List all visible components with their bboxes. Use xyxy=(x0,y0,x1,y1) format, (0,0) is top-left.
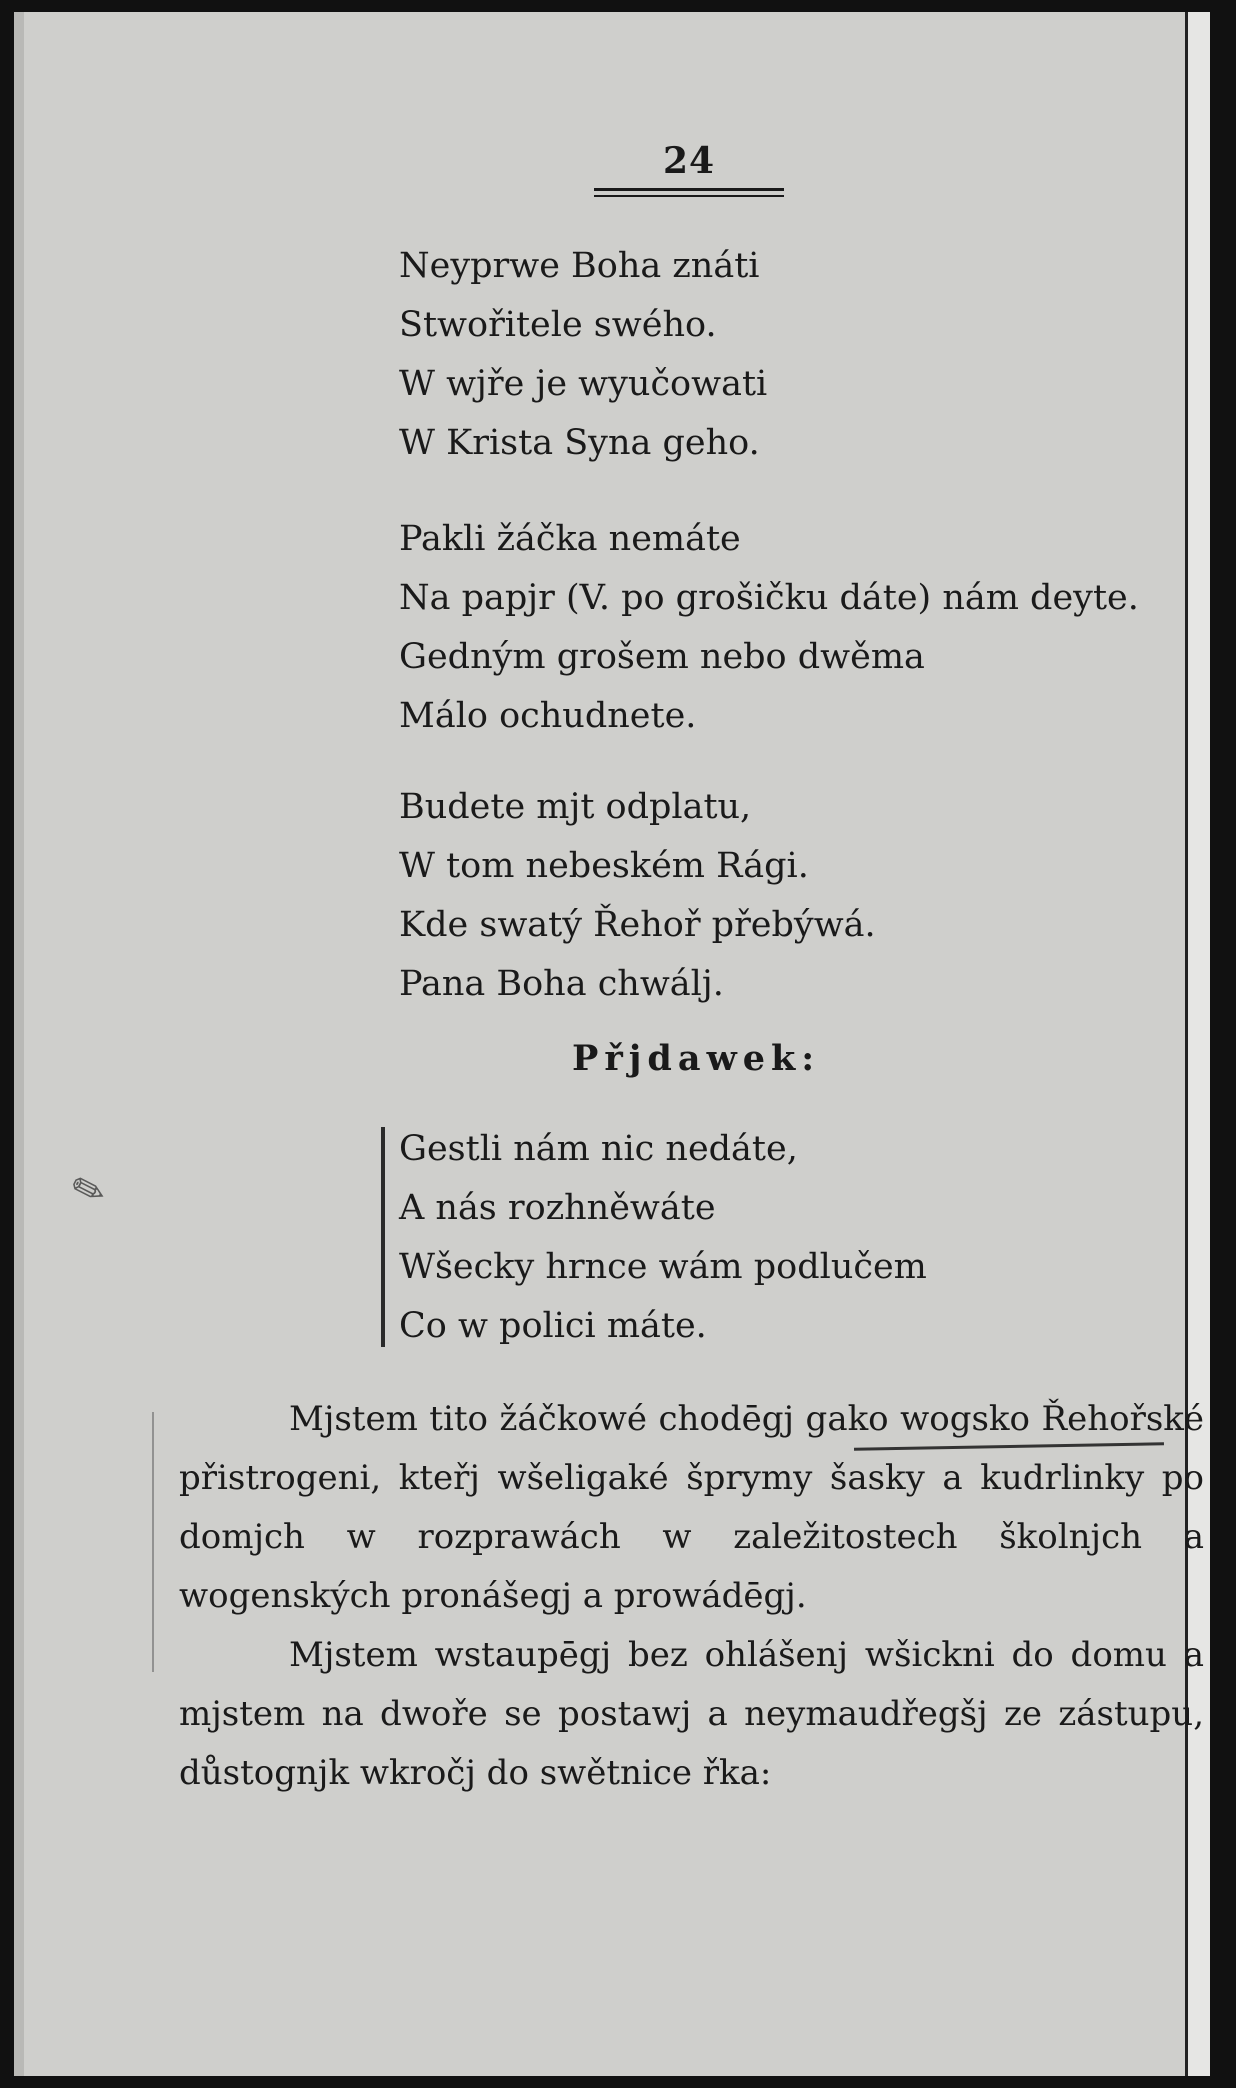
page-header xyxy=(594,140,784,197)
verse-line: W wjře je wyučowati xyxy=(399,364,768,404)
margin-pencil-line xyxy=(152,1412,154,1672)
verse-line: Neyprwe Boha znáti xyxy=(399,246,760,286)
verse-line: Stwořitele swého. xyxy=(399,305,717,345)
verse-line: Pana Boha chwálj. xyxy=(399,964,724,1004)
verse-line: Gestli nám nic nedáte, xyxy=(399,1129,798,1169)
verse-line: W tom nebeském Rági. xyxy=(399,846,809,886)
verse-line: Budete mjt odplatu, xyxy=(399,787,752,827)
paragraph: Mjstem wstaupēgj bez ohlášenj wšickni do domu a mjstem na dwoře se postawj a neymaudřegšj ze zástupu, důstognjk wkročj do swětnice řka: xyxy=(179,1635,1204,1793)
appendix-heading: Přjdawek: xyxy=(572,1038,821,1079)
page-number: 24 xyxy=(662,140,716,182)
verse-line: Málo ochudnete. xyxy=(399,696,697,736)
book-page xyxy=(14,12,1210,2076)
prose-block xyxy=(179,1390,1204,1803)
verse-line: Wšecky hrnce wám podlučem xyxy=(399,1247,927,1287)
header-rule xyxy=(594,188,784,191)
handwritten-margin-note: ✎ xyxy=(65,1163,112,1219)
appendix-stanza xyxy=(399,1120,927,1356)
header-rule-thin xyxy=(594,195,784,197)
paragraph: Mjstem tito žáčkowé chodēgj gako wogsko Řehořské přistrogeni, kteřj wšeligaké šprymy šasky a kudrlinky po domjch w rozprawách w zaležitostech školnjch a wogenských pronášegj a prowádēgj. xyxy=(179,1399,1204,1616)
verse-line: W Krista Syna geho. xyxy=(399,423,760,463)
verse-line: Gedným grošem nebo dwěma xyxy=(399,637,925,677)
verse-line: A nás rozhněwáte xyxy=(399,1188,716,1228)
margin-bracket xyxy=(381,1127,385,1347)
stanza-1 xyxy=(399,237,767,473)
verse-line: Co w polici máte. xyxy=(399,1306,707,1346)
verse-line: Pakli žáčka nemáte xyxy=(399,519,741,559)
verse-line: Na papjr (V. po grošičku dáte) nám deyte. xyxy=(399,578,1139,618)
stanza-2 xyxy=(399,510,1139,746)
stanza-3 xyxy=(399,778,876,1014)
verse-line: Kde swatý Řehoř přebýwá. xyxy=(399,905,876,945)
page-left-edge xyxy=(14,12,24,2076)
